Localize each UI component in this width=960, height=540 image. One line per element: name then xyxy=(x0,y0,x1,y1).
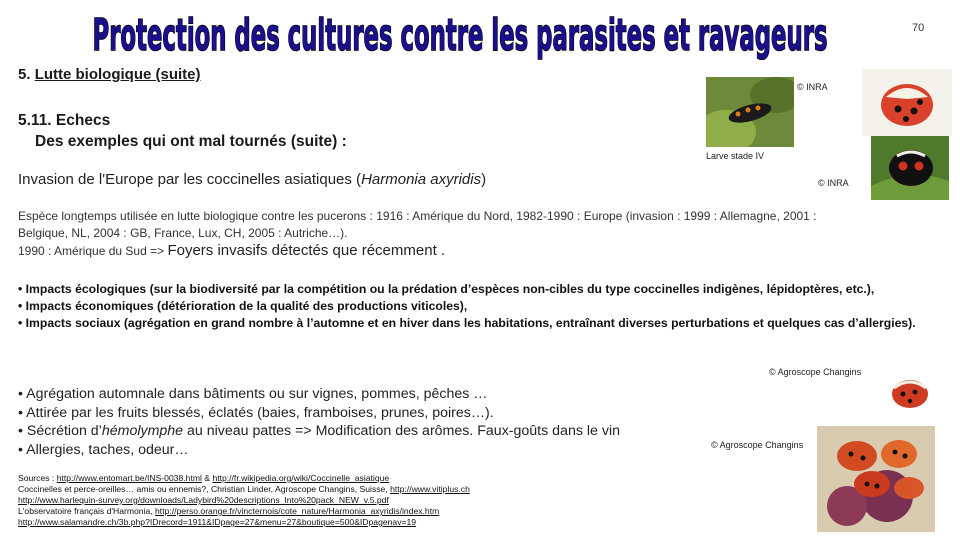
inra-caption-2: © INRA xyxy=(818,178,849,188)
ladybird-cluster-photo xyxy=(817,426,935,532)
impacts-list xyxy=(18,281,953,332)
history-line: 1990 : Amérique du Sud => xyxy=(18,244,168,258)
source-link[interactable]: http://www.salamandre.ch/3b.php?IDrecord=1911&IDpage=27&menu=27&boutique=500&IDpagenav=19 xyxy=(18,517,417,527)
ladybird-photo-2 xyxy=(871,136,949,200)
history-line: Belgique, NL, 2004 : GB, France, Lux, CH, 2005 : Autriche…). xyxy=(18,226,348,240)
impact-item: • Impacts sociaux (agrégation en grand nombre à l’automne et en hiver dans les habitations, entraînant diverses perturbations et quelques cas d’allergies). xyxy=(18,316,916,330)
source-text: Coccinelles et perce-oreilles… amis ou ennemis?, Christian Linder, Agroscope Changins, Suisse, xyxy=(18,484,391,494)
symptoms-list xyxy=(18,385,698,459)
invasion-line xyxy=(18,171,486,188)
symptom-item: • Agrégation automnale dans bâtiments ou sur vignes, pommes, pêches … xyxy=(18,386,488,402)
symptom-item xyxy=(18,422,698,441)
subsection-heading xyxy=(18,110,347,152)
symptom-text: au niveau pattes => Modification des arômes. Faux-goûts dans le vin xyxy=(183,423,620,439)
section-label: Lutte biologique (suite) xyxy=(34,66,201,83)
larva-photo xyxy=(706,77,794,147)
symptom-emphasis: hémolymphe xyxy=(101,423,184,439)
agroscope-caption-2: © Agroscope Changins xyxy=(711,440,804,450)
page-number: 70 xyxy=(912,22,925,34)
subsection-line2: Des exemples qui ont mal tournés (suite) : xyxy=(35,133,347,150)
sources-block xyxy=(18,473,618,528)
symptom-text: • Sécrétion d’ xyxy=(18,423,102,439)
species-name: Harmonia axyridis xyxy=(361,171,482,188)
section-heading xyxy=(18,66,201,83)
invasion-prefix: Invasion de l'Europe par les coccinelles asiatiques ( xyxy=(18,171,362,188)
larva-caption: Larve stade IV xyxy=(706,151,765,161)
source-link[interactable]: http://www.entomart.be/INS-0038.html xyxy=(56,473,202,483)
ladybird-photo-1 xyxy=(862,69,952,136)
source-link[interactable]: http://www.harlequin-survey.org/downloads/Ladybird%20descriptions_Into%20pack_NEW_v.5.pdf xyxy=(18,495,389,505)
sources-separator: & xyxy=(201,473,213,483)
source-link[interactable]: http://www.vitiplus.ch xyxy=(390,484,470,494)
ladybird-photo-3 xyxy=(872,368,950,415)
source-link[interactable]: http://fr.wikipedia.org/wiki/Coccinelle_asiatique xyxy=(212,473,390,483)
source-link[interactable]: http://perso.orange.fr/vincternois/cote_nature/Harmonia_axyridis/index.htm xyxy=(155,506,440,516)
history-line: Espèce longtemps utilisée en lutte biologique contre les pucerons : 1916 : Amérique du Nord, 1982-1990 : Europe (invasion : 1999 : Allemagne, 2001 : xyxy=(18,209,817,223)
impact-item: • Impacts économiques (détérioration de la qualité des productions viticoles), xyxy=(18,299,468,313)
symptom-item: • Attirée par les fruits blessés, éclatés (baies, framboises, prunes, poires…). xyxy=(18,404,494,421)
history-highlight: Foyers invasifs détectés que récemment . xyxy=(167,242,446,259)
invasion-suffix: ) xyxy=(481,171,487,188)
subsection-line1: 5.11. Echecs xyxy=(18,112,111,129)
page-title xyxy=(88,4,833,62)
impact-item: • Impacts écologiques (sur la biodiversité par la compétition ou la prédation d’espèces non-cibles du type coccinelles indigènes, lépidoptères, etc.), xyxy=(18,282,875,296)
sources-label: Sources : xyxy=(18,473,57,483)
symptom-item: • Allergies, taches, odeur… xyxy=(18,441,189,458)
inra-caption: © INRA xyxy=(797,82,828,92)
source-text: L'observatoire français d'Harmonia, xyxy=(18,506,156,516)
section-number: 5. xyxy=(18,66,31,83)
history-paragraph xyxy=(18,208,953,260)
page-title-text: Protection des cultures contre les parasites et ravageurs xyxy=(92,10,828,61)
agroscope-caption-1: © Agroscope Changins xyxy=(769,367,862,377)
